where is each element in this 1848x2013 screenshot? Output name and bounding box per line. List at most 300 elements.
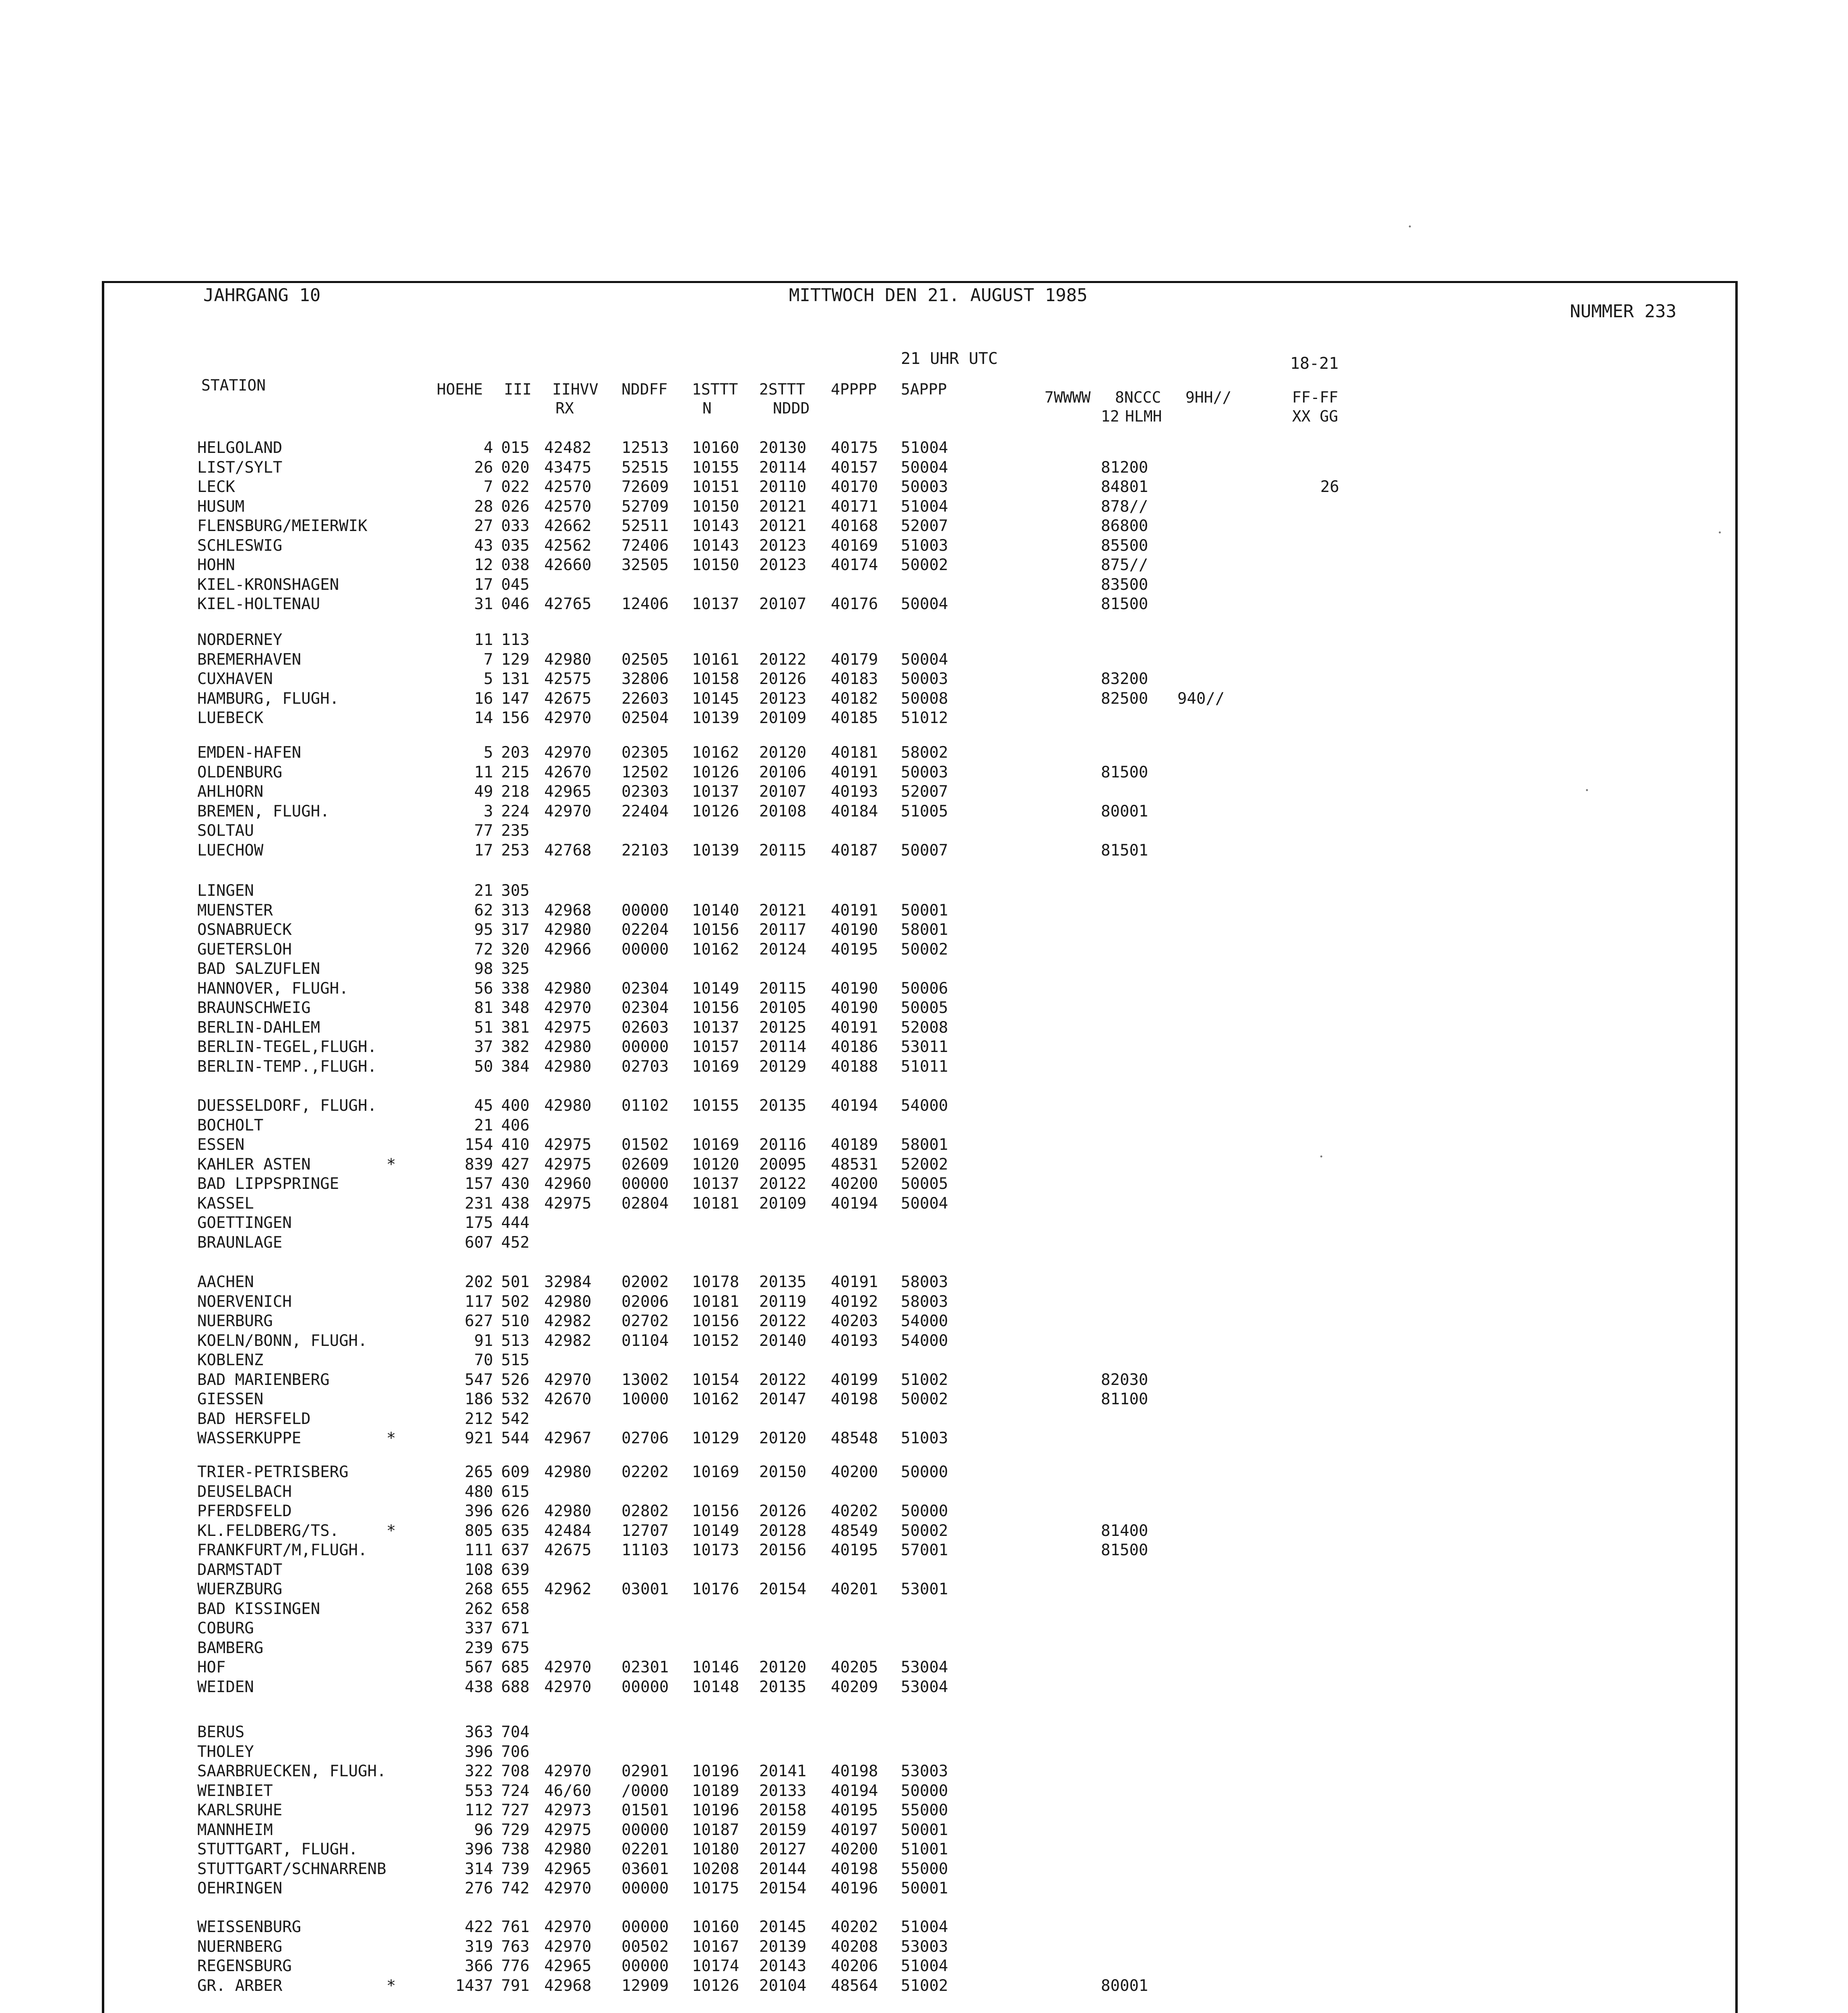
group-nddff: 02006 bbox=[622, 1293, 669, 1311]
group-iihvv: 42962 bbox=[544, 1580, 592, 1598]
group-iihvv: 42965 bbox=[544, 1860, 592, 1878]
table-row bbox=[0, 959, 1409, 979]
group-5appp: 54000 bbox=[901, 1312, 948, 1330]
station-elevation: 56 bbox=[474, 980, 493, 998]
station-name: BRAUNLAGE bbox=[197, 1234, 283, 1252]
station-name: KOELN/BONN, FLUGH. bbox=[197, 1332, 368, 1350]
group-5appp: 52008 bbox=[901, 1019, 948, 1037]
group-5appp: 52007 bbox=[901, 783, 948, 801]
station-name: BAD HERSFELD bbox=[197, 1410, 311, 1428]
col-7wwww-sub: 12 bbox=[1101, 407, 1119, 425]
station-name: BAD KISSINGEN bbox=[197, 1600, 320, 1618]
station-elevation: 81 bbox=[474, 999, 493, 1017]
station-id: 675 bbox=[501, 1639, 530, 1657]
station-elevation: 186 bbox=[465, 1390, 493, 1408]
group-2sttt: 20121 bbox=[759, 901, 807, 920]
group-2sttt: 20107 bbox=[759, 595, 807, 613]
station-id: 501 bbox=[501, 1273, 530, 1291]
station-elevation: 363 bbox=[465, 1723, 493, 1741]
table-row bbox=[0, 1917, 1409, 1937]
group-2sttt: 20123 bbox=[759, 537, 807, 555]
group-nddff: 01102 bbox=[622, 1097, 669, 1115]
group-nddff: 02304 bbox=[622, 999, 669, 1017]
station-id: 706 bbox=[501, 1743, 530, 1761]
station-name: LINGEN bbox=[197, 882, 254, 900]
group-nddff: 00000 bbox=[622, 1918, 669, 1936]
station-name: KIEL-HOLTENAU bbox=[197, 595, 320, 613]
group-2sttt: 20114 bbox=[759, 1038, 807, 1056]
group-5appp: 51003 bbox=[901, 537, 948, 555]
group-nddff: /0000 bbox=[622, 1782, 669, 1800]
group-4pppp: 40205 bbox=[831, 1658, 878, 1676]
group-5appp: 50000 bbox=[901, 1782, 948, 1800]
station-elevation: 95 bbox=[474, 921, 493, 939]
group-2sttt: 20126 bbox=[759, 1502, 807, 1520]
station-id: 382 bbox=[501, 1038, 530, 1056]
group-1sttt: 10169 bbox=[692, 1136, 739, 1154]
group-nddff: 02002 bbox=[622, 1273, 669, 1291]
group-5appp: 53004 bbox=[901, 1678, 948, 1696]
station-name: NUERBURG bbox=[197, 1312, 273, 1330]
group-iihvv: 42980 bbox=[544, 1293, 592, 1311]
group-4pppp: 40169 bbox=[831, 537, 878, 555]
table-row bbox=[0, 1233, 1409, 1253]
group-1sttt: 10181 bbox=[692, 1293, 739, 1311]
group-1sttt: 10181 bbox=[692, 1195, 739, 1213]
group-8nccc: 84801 bbox=[1101, 478, 1148, 496]
group-4pppp: 40206 bbox=[831, 1957, 878, 1975]
station-id: 626 bbox=[501, 1502, 530, 1520]
group-5appp: 52002 bbox=[901, 1155, 948, 1174]
group-nddff: 00000 bbox=[622, 1678, 669, 1696]
table-row bbox=[0, 1781, 1409, 1801]
group-nddff: 00502 bbox=[622, 1938, 669, 1956]
group-8nccc: 83200 bbox=[1101, 670, 1148, 688]
group-4pppp: 40203 bbox=[831, 1312, 878, 1330]
station-name: ESSEN bbox=[197, 1136, 245, 1154]
station-id: 727 bbox=[501, 1801, 530, 1819]
group-iihvv: 42970 bbox=[544, 1762, 592, 1780]
group-2sttt: 20107 bbox=[759, 783, 807, 801]
station-name: GOETTINGEN bbox=[197, 1214, 292, 1232]
group-5appp: 51002 bbox=[901, 1977, 948, 1995]
group-5appp: 50000 bbox=[901, 1502, 948, 1520]
station-name: EMDEN-HAFEN bbox=[197, 744, 301, 762]
group-1sttt: 10129 bbox=[692, 1429, 739, 1447]
group-2sttt: 20117 bbox=[759, 921, 807, 939]
station-id: 406 bbox=[501, 1116, 530, 1135]
scan-speck bbox=[1719, 531, 1721, 533]
station-id: 671 bbox=[501, 1619, 530, 1637]
group-2sttt: 20104 bbox=[759, 1977, 807, 1995]
station-name: BREMEN, FLUGH. bbox=[197, 802, 330, 820]
station-elevation: 17 bbox=[474, 841, 493, 860]
group-5appp: 50000 bbox=[901, 1463, 948, 1481]
group-5appp: 50004 bbox=[901, 1195, 948, 1213]
station-elevation: 4 bbox=[483, 439, 493, 457]
group-1sttt: 10150 bbox=[692, 498, 739, 516]
group-2sttt: 20135 bbox=[759, 1678, 807, 1696]
group-5appp: 50007 bbox=[901, 841, 948, 860]
group-5appp: 55000 bbox=[901, 1801, 948, 1819]
table-row bbox=[0, 1370, 1409, 1390]
group-5appp: 57001 bbox=[901, 1541, 948, 1559]
table-row bbox=[0, 1839, 1409, 1860]
group-5appp: 51004 bbox=[901, 498, 948, 516]
station-id: 635 bbox=[501, 1522, 530, 1540]
group-2sttt: 20109 bbox=[759, 1195, 807, 1213]
group-1sttt: 10145 bbox=[692, 690, 739, 708]
group-8nccc: 82500 bbox=[1101, 690, 1148, 708]
group-4pppp: 40191 bbox=[831, 1273, 878, 1291]
date-label: MITTWOCH DEN 21. AUGUST 1985 bbox=[789, 285, 1088, 306]
station-id: 452 bbox=[501, 1234, 530, 1252]
group-1sttt: 10167 bbox=[692, 1938, 739, 1956]
table-row bbox=[0, 630, 1409, 650]
group-nddff: 02609 bbox=[622, 1155, 669, 1174]
table-row bbox=[0, 650, 1409, 670]
station-elevation: 21 bbox=[474, 882, 493, 900]
table-row bbox=[0, 763, 1409, 783]
group-nddff: 02504 bbox=[622, 709, 669, 727]
group-iihvv: 42980 bbox=[544, 1097, 592, 1115]
group-1sttt: 10152 bbox=[692, 1332, 739, 1350]
group-iihvv: 42768 bbox=[544, 841, 592, 860]
station-elevation: 70 bbox=[474, 1351, 493, 1369]
group-nddff: 03601 bbox=[622, 1860, 669, 1878]
col-8nccc: 8NCCC bbox=[1115, 389, 1161, 406]
station-name: WEISSENBURG bbox=[197, 1918, 301, 1936]
group-4pppp: 40198 bbox=[831, 1762, 878, 1780]
table-row bbox=[0, 743, 1409, 763]
station-elevation: 231 bbox=[465, 1195, 493, 1213]
table-row bbox=[0, 477, 1409, 497]
group-5appp: 50001 bbox=[901, 1879, 948, 1897]
group-iihvv: 42980 bbox=[544, 1038, 592, 1056]
group-1sttt: 10174 bbox=[692, 1957, 739, 1975]
station-elevation: 21 bbox=[474, 1116, 493, 1135]
group-nddff: 00000 bbox=[622, 1821, 669, 1839]
station-elevation: 567 bbox=[465, 1658, 493, 1676]
station-id: 147 bbox=[501, 690, 530, 708]
group-4pppp: 40191 bbox=[831, 901, 878, 920]
group-4pppp: 40193 bbox=[831, 1332, 878, 1350]
group-2sttt: 20122 bbox=[759, 1312, 807, 1330]
station-elevation: 438 bbox=[465, 1678, 493, 1696]
group-5appp: 52007 bbox=[901, 517, 948, 535]
group-iihvv: 42970 bbox=[544, 999, 592, 1017]
group-nddff: 52511 bbox=[622, 517, 669, 535]
group-2sttt: 20123 bbox=[759, 556, 807, 574]
table-row bbox=[0, 1057, 1409, 1077]
group-2sttt: 20106 bbox=[759, 763, 807, 781]
group-5appp: 51012 bbox=[901, 709, 948, 727]
station-name: AACHEN bbox=[197, 1273, 254, 1291]
group-4pppp: 40192 bbox=[831, 1293, 878, 1311]
station-name: HOHN bbox=[197, 556, 235, 574]
table-row bbox=[0, 1638, 1409, 1658]
group-8nccc: 80001 bbox=[1101, 802, 1148, 820]
group-nddff: 02703 bbox=[622, 1058, 669, 1076]
table-row bbox=[0, 1956, 1409, 1976]
table-row bbox=[0, 1820, 1409, 1840]
group-8nccc: 81500 bbox=[1101, 1541, 1148, 1559]
table-row bbox=[0, 1213, 1409, 1233]
group-1sttt: 10162 bbox=[692, 1390, 739, 1408]
station-id: 704 bbox=[501, 1723, 530, 1741]
station-id: 526 bbox=[501, 1371, 530, 1389]
group-1sttt: 10146 bbox=[692, 1658, 739, 1676]
group-iihvv: 42675 bbox=[544, 690, 592, 708]
group-iihvv: 42970 bbox=[544, 744, 592, 762]
group-nddff: 02804 bbox=[622, 1195, 669, 1213]
station-id: 637 bbox=[501, 1541, 530, 1559]
group-2sttt: 20114 bbox=[759, 459, 807, 477]
group-1sttt: 10149 bbox=[692, 1522, 739, 1540]
table-row bbox=[0, 575, 1409, 595]
group-iihvv: 42970 bbox=[544, 802, 592, 820]
station-name: BAD MARIENBERG bbox=[197, 1371, 330, 1389]
group-1sttt: 10196 bbox=[692, 1762, 739, 1780]
group-1sttt: 10137 bbox=[692, 1019, 739, 1037]
group-8nccc: 878// bbox=[1101, 498, 1148, 516]
station-name: WEIDEN bbox=[197, 1678, 254, 1696]
group-1sttt: 10139 bbox=[692, 841, 739, 860]
table-row bbox=[0, 1174, 1409, 1194]
group-5appp: 51004 bbox=[901, 1957, 948, 1975]
group-4pppp: 40189 bbox=[831, 1136, 878, 1154]
group-iihvv: 42662 bbox=[544, 517, 592, 535]
group-iihvv: 42670 bbox=[544, 1390, 592, 1408]
table-row bbox=[0, 1389, 1409, 1410]
table-row bbox=[0, 1409, 1409, 1429]
col-2sttt-sub: NDDD bbox=[773, 399, 810, 417]
table-row bbox=[0, 1096, 1409, 1116]
group-1sttt: 10156 bbox=[692, 921, 739, 939]
station-id: 384 bbox=[501, 1058, 530, 1076]
station-id: 235 bbox=[501, 822, 530, 840]
group-2sttt: 20158 bbox=[759, 1801, 807, 1819]
group-1sttt: 10143 bbox=[692, 517, 739, 535]
group-nddff: 02901 bbox=[622, 1762, 669, 1780]
group-4pppp: 40199 bbox=[831, 1371, 878, 1389]
station-name: KAHLER ASTEN bbox=[197, 1155, 311, 1174]
group-nddff: 02702 bbox=[622, 1312, 669, 1330]
station-elevation: 12 bbox=[474, 556, 493, 574]
group-2sttt: 20127 bbox=[759, 1840, 807, 1858]
group-nddff: 32806 bbox=[622, 670, 669, 688]
col-7wwww: 7WWWW bbox=[1045, 389, 1091, 406]
group-5appp: 50002 bbox=[901, 940, 948, 959]
table-row bbox=[0, 881, 1409, 901]
group-8nccc: 80001 bbox=[1101, 1977, 1148, 1995]
group-4pppp: 40184 bbox=[831, 802, 878, 820]
group-nddff: 10000 bbox=[622, 1390, 669, 1408]
group-iihvv: 42980 bbox=[544, 651, 592, 669]
station-id: 410 bbox=[501, 1136, 530, 1154]
group-1sttt: 10161 bbox=[692, 651, 739, 669]
col-iihvv-sub: RX bbox=[555, 399, 574, 417]
group-iihvv: 42968 bbox=[544, 1977, 592, 1995]
group-1sttt: 10156 bbox=[692, 1502, 739, 1520]
group-2sttt: 20120 bbox=[759, 744, 807, 762]
station-name: DARMSTADT bbox=[197, 1561, 283, 1579]
group-2sttt: 20095 bbox=[759, 1155, 807, 1174]
table-row bbox=[0, 1879, 1409, 1899]
group-2sttt: 20110 bbox=[759, 478, 807, 496]
station-id: 542 bbox=[501, 1410, 530, 1428]
group-nddff: 02202 bbox=[622, 1463, 669, 1481]
table-row bbox=[0, 1761, 1409, 1782]
group-2sttt: 20122 bbox=[759, 1371, 807, 1389]
group-nddff: 22404 bbox=[622, 802, 669, 820]
group-8nccc: 83500 bbox=[1101, 576, 1148, 594]
station-name: MUENSTER bbox=[197, 901, 273, 920]
period-label: 18-21 bbox=[1290, 354, 1339, 373]
table-row bbox=[0, 669, 1409, 689]
station-name: DEUSELBACH bbox=[197, 1483, 292, 1501]
col-9hh: 9HH// bbox=[1185, 389, 1232, 406]
group-4pppp: 48549 bbox=[831, 1522, 878, 1540]
group-2sttt: 20140 bbox=[759, 1332, 807, 1350]
station-elevation: 14 bbox=[474, 709, 493, 727]
station-id: 658 bbox=[501, 1600, 530, 1618]
group-2sttt: 20120 bbox=[759, 1429, 807, 1447]
group-4pppp: 40191 bbox=[831, 1019, 878, 1037]
group-nddff: 22103 bbox=[622, 841, 669, 860]
station-name: FRANKFURT/M,FLUGH. bbox=[197, 1541, 368, 1559]
station-name: BERUS bbox=[197, 1723, 245, 1741]
table-row bbox=[0, 1428, 1409, 1449]
station-name: HAMBURG, FLUGH. bbox=[197, 690, 339, 708]
group-iihvv: 42980 bbox=[544, 980, 592, 998]
station-name: BRAUNSCHWEIG bbox=[197, 999, 311, 1017]
station-id: 038 bbox=[501, 556, 530, 574]
table-row bbox=[0, 1800, 1409, 1821]
group-iihvv: 42970 bbox=[544, 709, 592, 727]
table-row bbox=[0, 1618, 1409, 1639]
group-2sttt: 20156 bbox=[759, 1541, 807, 1559]
group-nddff: 01104 bbox=[622, 1332, 669, 1350]
group-4pppp: 40198 bbox=[831, 1860, 878, 1878]
group-2sttt: 20109 bbox=[759, 709, 807, 727]
col-station: STATION bbox=[201, 376, 266, 394]
group-2sttt: 20141 bbox=[759, 1762, 807, 1780]
station-elevation: 212 bbox=[465, 1410, 493, 1428]
group-iihvv: 42975 bbox=[544, 1821, 592, 1839]
station-id: 224 bbox=[501, 802, 530, 820]
group-4pppp: 40181 bbox=[831, 744, 878, 762]
table-row bbox=[0, 594, 1409, 614]
group-5appp: 51005 bbox=[901, 802, 948, 820]
group-nddff: 00000 bbox=[622, 1175, 669, 1193]
table-row bbox=[0, 1560, 1409, 1580]
group-1sttt: 10162 bbox=[692, 744, 739, 762]
group-4pppp: 40175 bbox=[831, 439, 878, 457]
station-id: 020 bbox=[501, 459, 530, 477]
group-1sttt: 10169 bbox=[692, 1058, 739, 1076]
group-5appp: 50002 bbox=[901, 1522, 948, 1540]
station-elevation: 157 bbox=[465, 1175, 493, 1193]
station-name: BERLIN-TEMP.,FLUGH. bbox=[197, 1058, 377, 1076]
group-5appp: 50001 bbox=[901, 1821, 948, 1839]
group-5appp: 53003 bbox=[901, 1938, 948, 1956]
station-name: KIEL-KRONSHAGEN bbox=[197, 576, 339, 594]
station-id: 253 bbox=[501, 841, 530, 860]
group-2sttt: 20154 bbox=[759, 1879, 807, 1897]
group-5appp: 50004 bbox=[901, 595, 948, 613]
group-iihvv: 42570 bbox=[544, 498, 592, 516]
mountain-marker: * bbox=[386, 1429, 396, 1447]
station-elevation: 1437 bbox=[455, 1977, 493, 1995]
station-elevation: 480 bbox=[465, 1483, 493, 1501]
station-elevation: 112 bbox=[465, 1801, 493, 1819]
group-1sttt: 10156 bbox=[692, 999, 739, 1017]
station-name: WEINBIET bbox=[197, 1782, 273, 1800]
group-iihvv: 42670 bbox=[544, 763, 592, 781]
table-row bbox=[0, 1521, 1409, 1541]
table-row bbox=[0, 1976, 1409, 1996]
station-elevation: 7 bbox=[483, 651, 493, 669]
col-ff-sub: XX GG bbox=[1292, 407, 1338, 425]
station-name: BAMBERG bbox=[197, 1639, 264, 1657]
group-1sttt: 10180 bbox=[692, 1840, 739, 1858]
station-name: BERLIN-DAHLEM bbox=[197, 1019, 320, 1037]
station-elevation: 111 bbox=[465, 1541, 493, 1559]
group-1sttt: 10139 bbox=[692, 709, 739, 727]
table-row bbox=[0, 1859, 1409, 1879]
station-id: 742 bbox=[501, 1879, 530, 1897]
group-4pppp: 40183 bbox=[831, 670, 878, 688]
table-row bbox=[0, 708, 1409, 728]
group-5appp: 50004 bbox=[901, 651, 948, 669]
station-elevation: 268 bbox=[465, 1580, 493, 1598]
group-1sttt: 10126 bbox=[692, 763, 739, 781]
group-iihvv: 42970 bbox=[544, 1938, 592, 1956]
table-row bbox=[0, 1272, 1409, 1292]
station-id: 438 bbox=[501, 1195, 530, 1213]
station-id: 317 bbox=[501, 921, 530, 939]
group-1sttt: 10151 bbox=[692, 478, 739, 496]
station-name: SCHLESWIG bbox=[197, 537, 283, 555]
station-id: 761 bbox=[501, 1918, 530, 1936]
group-5appp: 50008 bbox=[901, 690, 948, 708]
group-5appp: 51001 bbox=[901, 1840, 948, 1858]
group-5appp: 50003 bbox=[901, 478, 948, 496]
table-row bbox=[0, 1331, 1409, 1351]
station-id: 729 bbox=[501, 1821, 530, 1839]
group-2sttt: 20125 bbox=[759, 1019, 807, 1037]
group-5appp: 53003 bbox=[901, 1762, 948, 1780]
table-row bbox=[0, 689, 1409, 709]
station-elevation: 16 bbox=[474, 690, 493, 708]
station-name: NOERVENICH bbox=[197, 1293, 292, 1311]
group-5appp: 51004 bbox=[901, 1918, 948, 1936]
station-name: LUECHOW bbox=[197, 841, 264, 860]
group-8nccc: 81500 bbox=[1101, 595, 1148, 613]
station-elevation: 96 bbox=[474, 1821, 493, 1839]
group-nddff: 02303 bbox=[622, 783, 669, 801]
group-nddff: 52709 bbox=[622, 498, 669, 516]
table-row bbox=[0, 1540, 1409, 1560]
station-id: 381 bbox=[501, 1019, 530, 1037]
group-5appp: 51011 bbox=[901, 1058, 948, 1076]
group-2sttt: 20143 bbox=[759, 1957, 807, 1975]
group-2sttt: 20105 bbox=[759, 999, 807, 1017]
group-5appp: 50006 bbox=[901, 980, 948, 998]
group-4pppp: 40190 bbox=[831, 921, 878, 939]
station-name: BOCHOLT bbox=[197, 1116, 264, 1135]
